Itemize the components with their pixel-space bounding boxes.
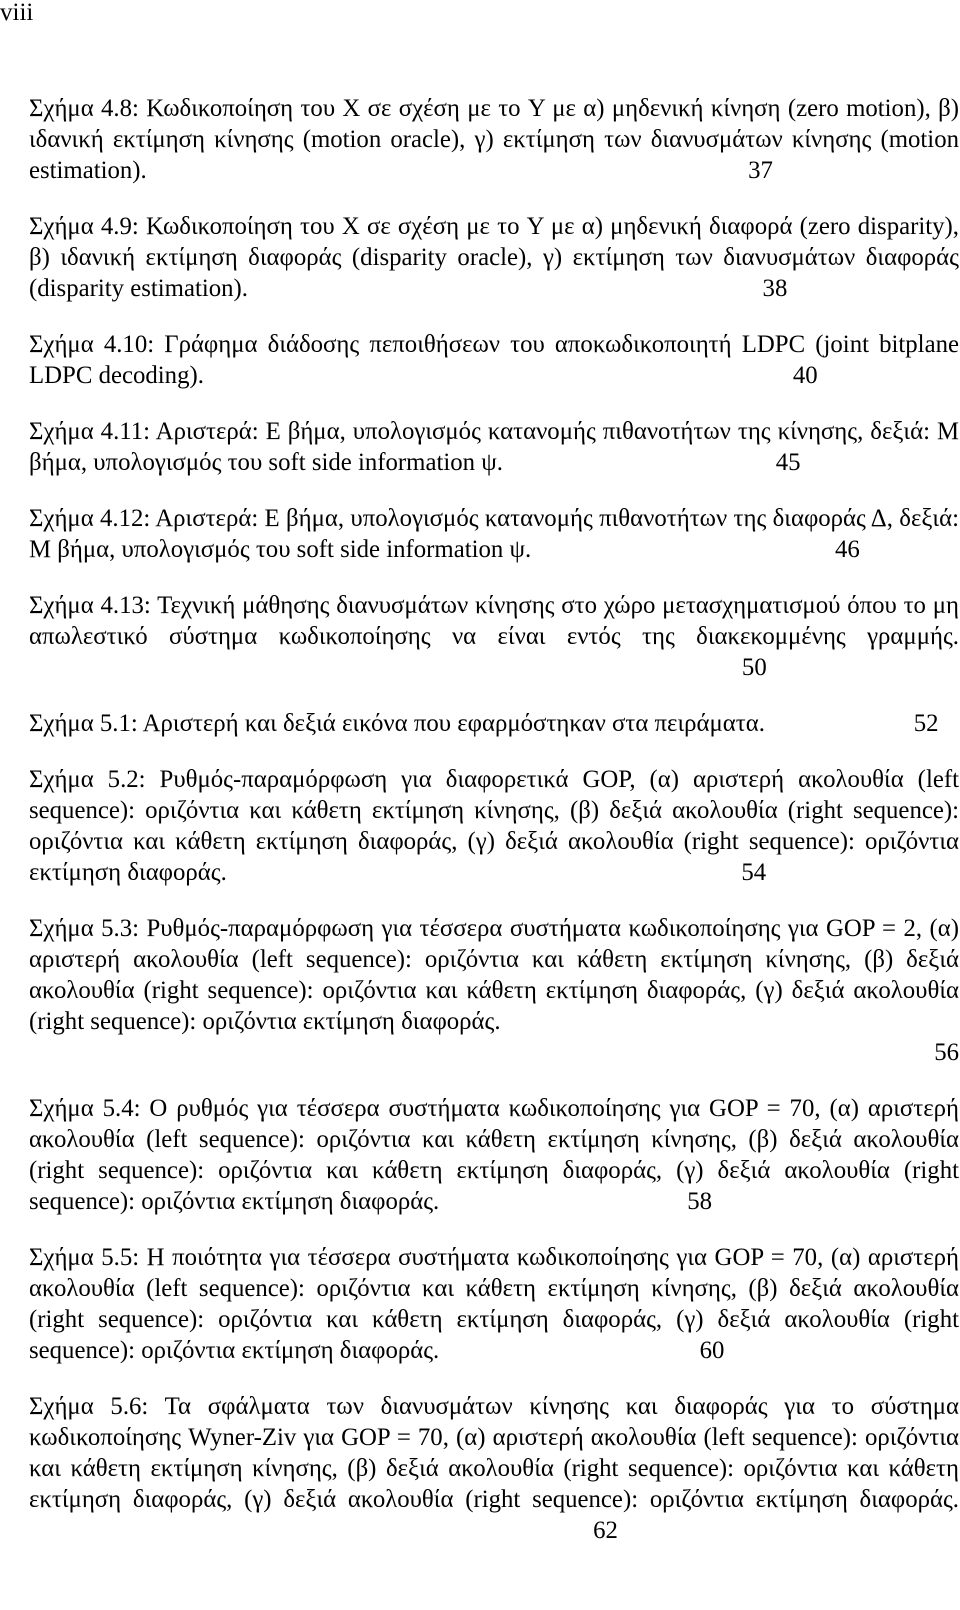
figure-entry-5-2[interactable] <box>29 764 959 888</box>
figure-label: Σχήμα 4.8: <box>29 95 147 122</box>
figure-entry-5-4[interactable] <box>29 1093 959 1217</box>
figure-entry-5-1[interactable] <box>29 708 959 739</box>
figure-label: Σχήμα 5.3: <box>29 915 147 942</box>
page-number: viii <box>0 0 34 26</box>
figure-page-value: 62 <box>593 1517 618 1544</box>
figure-label: Σχήμα 5.1: <box>29 710 143 737</box>
figure-entry-4-12[interactable] <box>29 503 959 565</box>
figure-caption: Κωδικοποίηση του X σε σχέση με το Y με α) μηδενική κίνηση (zero motion), β) ιδανική εκτίμηση κίνησης (motion oracle), γ) εκτίμηση των διανυσμάτων κίνησης (motion estimation). <box>29 95 960 184</box>
figure-caption: Αριστερά: Ε βήμα, υπολογισμός κατανομής πιθανοτήτων της διαφοράς Δ, δεξιά: Μ βήμα, υπολογισμός του soft side information ψ. <box>29 505 959 563</box>
figure-entry-4-13[interactable] <box>29 590 959 683</box>
figure-entry-5-5[interactable] <box>29 1242 959 1366</box>
figure-page-number <box>233 859 766 886</box>
figure-label: Σχήμα 4.12: <box>29 505 156 532</box>
figure-label: Σχήμα 4.13: <box>29 592 158 619</box>
figure-page-value: 50 <box>741 654 767 681</box>
figure-label: Σχήμα 5.4: <box>29 1095 150 1122</box>
figure-label: Σχήμα 5.5: <box>29 1244 147 1271</box>
figure-page-value: 45 <box>775 449 801 476</box>
figure-caption: Γράφημα διάδοσης πεποιθήσεων του αποκωδικοποιητή LDPC (joint bitplane LDPC decoding). <box>29 331 959 389</box>
figure-page-number <box>29 1037 959 1068</box>
list-of-figures <box>29 93 959 1571</box>
figure-page-number <box>771 710 938 737</box>
figure-caption: Τα σφάλματα των διανυσμάτων κίνησης και διαφοράς για το σύστημα κωδικοποίησης Wyner-Ziv για GOP = 70, (α) αριστερή ακολουθία (left sequence): οριζόντια και κάθετη εκτίμηση κίνησης, (β) δεξιά ακολουθία (right sequence): οριζόντια και κάθετη εκτίμηση διαφοράς, (γ) δεξιά ακολουθία (right sequence): οριζόντια εκτίμηση διαφοράς. <box>29 1393 959 1513</box>
figure-entry-5-3[interactable] <box>29 913 959 1068</box>
figure-page-value: 40 <box>792 362 818 389</box>
figure-page-value: 60 <box>699 1337 725 1364</box>
figure-page-number <box>29 1517 618 1544</box>
figure-page-value: 46 <box>834 536 860 563</box>
figure-entry-4-11[interactable] <box>29 416 959 478</box>
figure-page-value: 54 <box>741 859 767 886</box>
figure-page-value: 56 <box>934 1039 959 1066</box>
figure-page-number <box>29 654 767 681</box>
figure-label: Σχήμα 4.9: <box>29 213 146 240</box>
figure-entry-4-8[interactable] <box>29 93 959 186</box>
figure-caption: Ο ρυθμός για τέσσερα συστήματα κωδικοποίησης για GOP = 70, (α) αριστερή ακολουθία (left sequence): οριζόντια και κάθετη εκτίμηση κίνησης, (β) δεξιά ακολουθία (right sequence): οριζόντια και κάθετη εκτίμηση διαφοράς, (γ) δεξιά ακολουθία (right sequence): οριζόντια εκτίμηση διαφοράς. <box>29 1095 959 1215</box>
figure-caption: Ρυθμός-παραμόρφωση για τέσσερα συστήματα κωδικοποίησης για GOP = 2, (α) αριστερή ακολουθία (left sequence): οριζόντια και κάθετη εκτίμηση κίνησης, (β) δεξιά ακολουθία (right sequence): οριζόντια και κάθετη εκτίμηση διαφοράς, (γ) δεξιά ακολουθία (right sequence): οριζόντια εκτίμηση διαφοράς. <box>29 915 959 1035</box>
figure-page-number <box>445 1337 724 1364</box>
figure-label: Σχήμα 4.11: <box>29 418 156 445</box>
figure-page-value: 52 <box>913 710 939 737</box>
figure-entry-5-6[interactable] <box>29 1391 959 1546</box>
figure-entry-4-9[interactable] <box>29 211 959 304</box>
figure-label: Σχήμα 4.10: <box>29 331 165 358</box>
figure-caption: Η ποιότητα για τέσσερα συστήματα κωδικοποίησης για GOP = 70, (α) αριστερή ακολουθία (left sequence): οριζόντια και κάθετη εκτίμηση κίνησης, (β) δεξιά ακολουθία (right sequence): οριζόντια και κάθετη εκτίμηση διαφοράς, (γ) δεξιά ακολουθία (right sequence): οριζόντια εκτίμηση διαφοράς. <box>29 1244 959 1364</box>
figure-caption: Κωδικοποίηση του X σε σχέση με το Y με α) μηδενική διαφορά (zero disparity), β) ιδανική εκτίμηση διαφοράς (disparity oracle), γ) εκτίμηση των διανυσμάτων διαφοράς (disparity estimation). <box>29 213 959 302</box>
figure-page-value: 38 <box>762 275 788 302</box>
figure-label: Σχήμα 5.6: <box>29 1393 165 1420</box>
figure-entry-4-10[interactable] <box>29 329 959 391</box>
figure-label: Σχήμα 5.2: <box>29 766 160 793</box>
figure-page-number <box>509 449 800 476</box>
figure-page-number <box>445 1188 712 1215</box>
figure-caption: Τεχνική μάθησης διανυσμάτων κίνησης στο χώρο μετασχηματισμού όπου το μη απωλεστικό σύστημα κωδικοποίησης να είναι εντός της διακεκομμένης γραμμής. <box>29 592 959 650</box>
figure-caption: Αριστερή και δεξιά εικόνα που εφαρμόστηκαν στα πειράματα. <box>142 710 765 737</box>
figure-page-number <box>153 157 773 184</box>
figure-page-number <box>537 536 859 563</box>
figure-caption: Αριστερά: Ε βήμα, υπολογισμός κατανομής πιθανοτήτων της κίνησης, δεξιά: Μ βήμα, υπολογισμός του soft side information ψ. <box>29 418 959 476</box>
figure-caption: Ρυθμός-παραμόρφωση για διαφορετικά GOP, (α) αριστερή ακολουθία (left sequence): οριζόντια και κάθετη εκτίμηση κίνησης, (β) δεξιά ακολουθία (right sequence): οριζόντια και κάθετη εκτίμηση διαφοράς, (γ) δεξιά ακολουθία (right sequence): οριζόντια εκτίμηση διαφοράς. <box>29 766 959 886</box>
figure-page-value: 58 <box>687 1188 713 1215</box>
figure-page-number <box>254 275 787 302</box>
figure-page-value: 37 <box>748 157 773 184</box>
figure-page-number <box>210 362 818 389</box>
